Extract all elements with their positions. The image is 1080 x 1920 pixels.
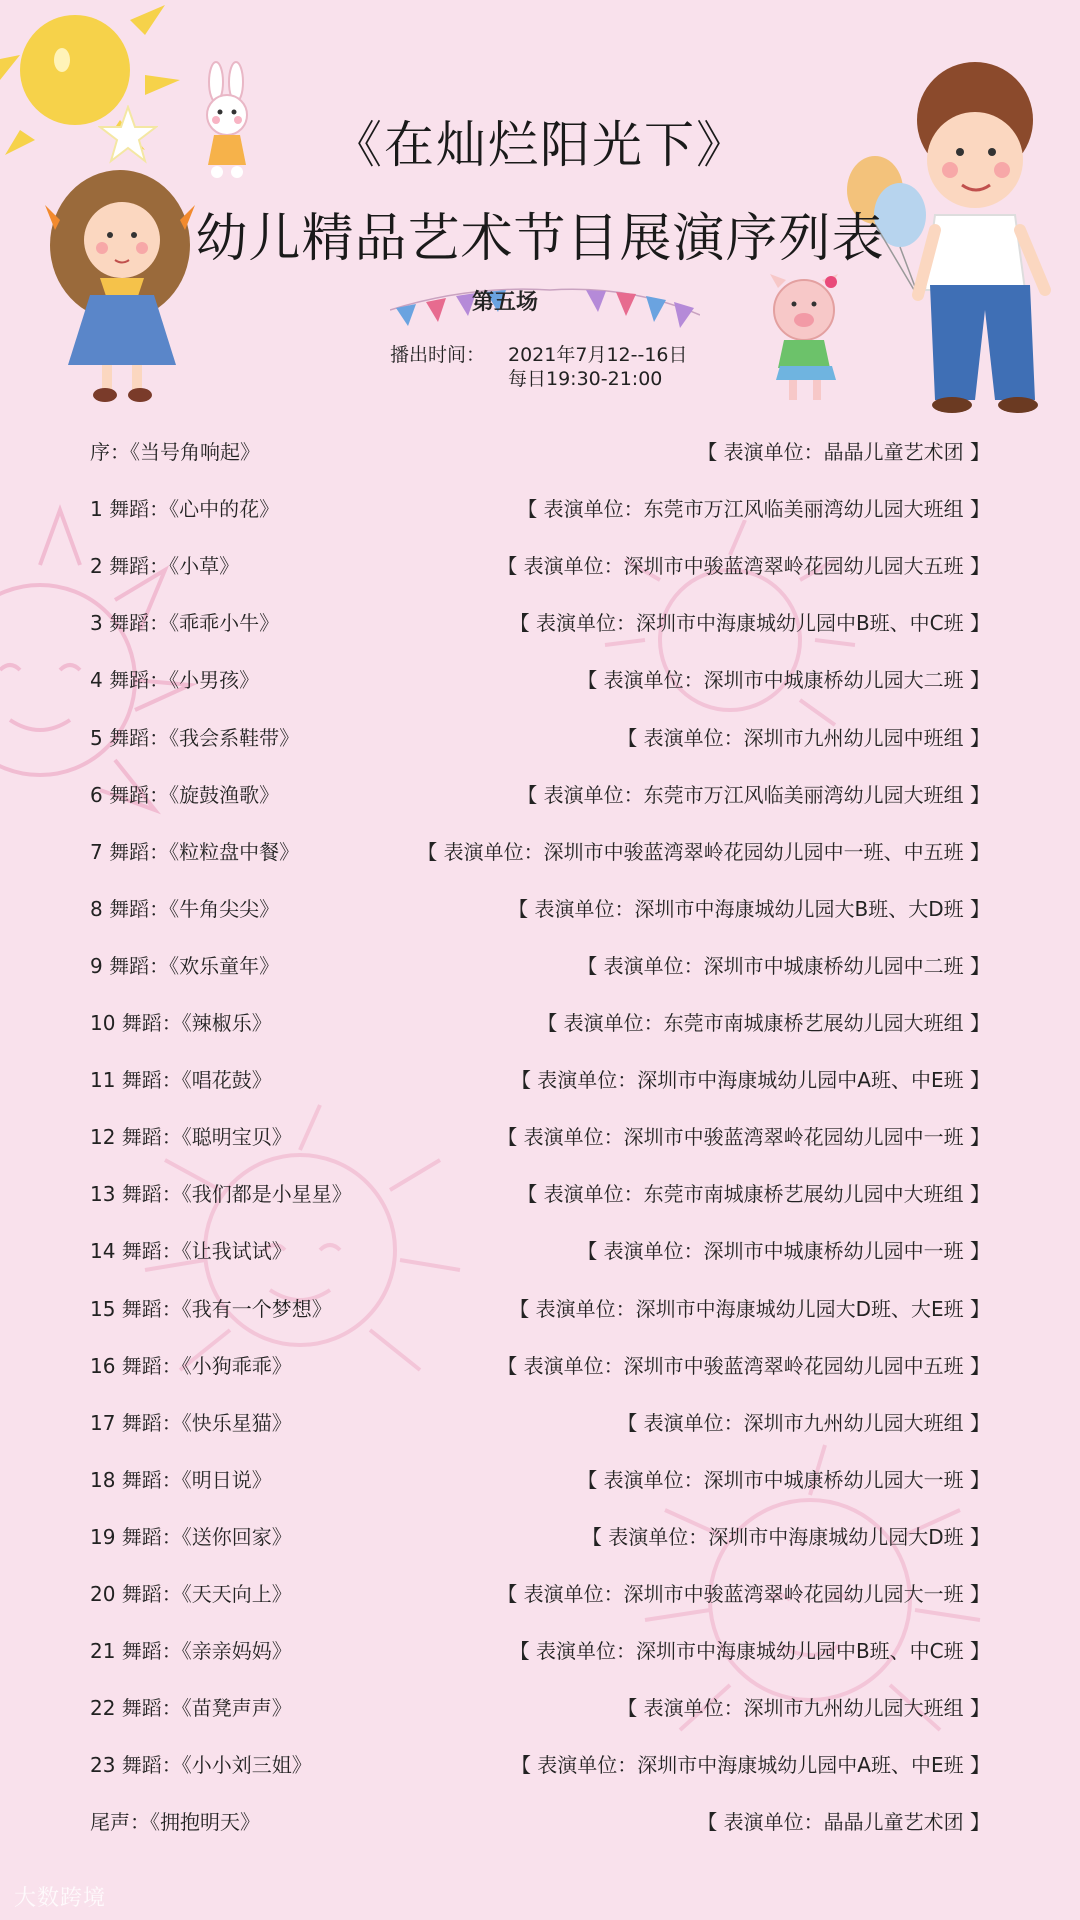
performing-unit: 【 表演单位：深圳市中骏蓝湾翠岭花园幼儿园大五班 】 <box>497 554 990 578</box>
performing-unit: 【 表演单位：深圳市中骏蓝湾翠岭花园幼儿园中五班 】 <box>497 1354 990 1378</box>
program-title: 22 舞蹈：《苗凳声声》 <box>90 1696 292 1720</box>
program-title: 2 舞蹈：《小草》 <box>90 554 240 578</box>
program-row <box>90 946 990 986</box>
performing-unit: 【 表演单位：深圳市中海康城幼儿园大D班、大E班 】 <box>509 1297 990 1321</box>
program-row <box>90 1745 990 1785</box>
program-title: 23 舞蹈：《小小刘三姐》 <box>90 1753 312 1777</box>
program-title: 8 舞蹈：《牛角尖尖》 <box>90 897 280 921</box>
program-row <box>90 660 990 700</box>
performing-unit: 【 表演单位：深圳市中城康桥幼儿园大二班 】 <box>577 668 990 692</box>
program-title: 1 舞蹈：《心中的花》 <box>90 497 280 521</box>
program-title: 12 舞蹈：《聪明宝贝》 <box>90 1125 292 1149</box>
program-title: 11 舞蹈：《唱花鼓》 <box>90 1068 272 1092</box>
performing-unit: 【 表演单位：深圳市中海康城幼儿园大D班 】 <box>581 1525 990 1549</box>
program-title: 16 舞蹈：《小狗乖乖》 <box>90 1354 292 1378</box>
performing-unit: 【 表演单位：深圳市中城康桥幼儿园中一班 】 <box>577 1239 990 1263</box>
session-label: 第五场 <box>472 290 539 315</box>
performing-unit: 【 表演单位：深圳市中城康桥幼儿园中二班 】 <box>577 954 990 978</box>
performing-unit: 【 表演单位：深圳市中海康城幼儿园中A班、中E班 】 <box>510 1753 990 1777</box>
performing-unit: 【 表演单位：深圳市中骏蓝湾翠岭花园幼儿园大一班 】 <box>497 1582 990 1606</box>
program-row <box>90 1574 990 1614</box>
program-title: 9 舞蹈：《欢乐童年》 <box>90 954 280 978</box>
program-row <box>90 1231 990 1271</box>
program-title: 6 舞蹈：《旋鼓渔歌》 <box>90 783 280 807</box>
performing-unit: 【 表演单位：深圳市九州幼儿园大班组 】 <box>617 1696 990 1720</box>
program-row <box>90 489 990 529</box>
performing-unit: 【 表演单位：晶晶儿童艺术团 】 <box>697 1810 990 1834</box>
program-title: 19 舞蹈：《送你回家》 <box>90 1525 292 1549</box>
program-title: 3 舞蹈：《乖乖小牛》 <box>90 611 280 635</box>
performing-unit: 【 表演单位：东莞市南城康桥艺展幼儿园中大班组 】 <box>517 1182 990 1206</box>
program-title: 4 舞蹈：《小男孩》 <box>90 668 260 692</box>
pennant-bunting <box>390 280 700 340</box>
program-row <box>90 1403 990 1443</box>
program-row <box>90 1802 990 1842</box>
program-row <box>90 775 990 815</box>
program-row <box>90 1003 990 1043</box>
air-time-label: 播出时间： <box>390 344 486 366</box>
performing-unit: 【 表演单位：东莞市万江风临美丽湾幼儿园大班组 】 <box>517 497 990 521</box>
program-title: 尾声：《拥抱明天》 <box>90 1810 260 1834</box>
performing-unit: 【 表演单位：深圳市中海康城幼儿园中A班、中E班 】 <box>510 1068 990 1092</box>
program-title: 7 舞蹈：《粒粒盘中餐》 <box>90 840 300 864</box>
performing-unit: 【 表演单位：深圳市九州幼儿园中班组 】 <box>617 726 990 750</box>
program-title: 18 舞蹈：《明日说》 <box>90 1468 272 1492</box>
page-title-line1: 《在灿烂阳光下》 <box>332 116 748 174</box>
program-title: 序：《当号角响起》 <box>90 440 260 464</box>
performing-unit: 【 表演单位：深圳市中海康城幼儿园大B班、大D班 】 <box>508 897 990 921</box>
performing-unit: 【 表演单位：深圳市中骏蓝湾翠岭花园幼儿园中一班 】 <box>497 1125 990 1149</box>
program-row <box>90 1688 990 1728</box>
program-row <box>90 603 990 643</box>
program-row <box>90 889 990 929</box>
program-row <box>90 1289 990 1329</box>
performing-unit: 【 表演单位：深圳市中海康城幼儿园中B班、中C班 】 <box>509 1639 990 1663</box>
program-row <box>90 1060 990 1100</box>
watermark-text: 大数跨境 <box>14 1886 107 1911</box>
program-row <box>90 432 990 472</box>
pig-illustration <box>756 270 856 410</box>
program-title: 17 舞蹈：《快乐星猫》 <box>90 1411 292 1435</box>
program-title: 15 舞蹈：《我有一个梦想》 <box>90 1297 332 1321</box>
performing-unit: 【 表演单位：东莞市万江风临美丽湾幼儿园大班组 】 <box>517 783 990 807</box>
program-row <box>90 1460 990 1500</box>
program-row <box>90 718 990 758</box>
performing-unit: 【 表演单位：深圳市九州幼儿园大班组 】 <box>617 1411 990 1435</box>
program-title: 14 舞蹈：《让我试试》 <box>90 1239 292 1263</box>
performing-unit: 【 表演单位：深圳市中海康城幼儿园中B班、中C班 】 <box>509 611 990 635</box>
performing-unit: 【 表演单位：东莞市南城康桥艺展幼儿园大班组 】 <box>537 1011 990 1035</box>
program-title: 5 舞蹈：《我会系鞋带》 <box>90 726 300 750</box>
program-row <box>90 1174 990 1214</box>
program-title: 21 舞蹈：《亲亲妈妈》 <box>90 1639 292 1663</box>
program-title: 13 舞蹈：《我们都是小星星》 <box>90 1182 352 1206</box>
air-hours: 每日19:30-21:00 <box>508 368 663 390</box>
program-row <box>90 1517 990 1557</box>
program-title: 20 舞蹈：《天天向上》 <box>90 1582 292 1606</box>
program-row <box>90 832 990 872</box>
program-row <box>90 1346 990 1386</box>
air-date: 2021年7月12--16日 <box>508 344 688 366</box>
program-row <box>90 1117 990 1157</box>
program-row <box>90 546 990 586</box>
page-title-line2: 幼儿精品艺术节目展演序列表 <box>195 209 885 269</box>
performing-unit: 【 表演单位：晶晶儿童艺术团 】 <box>697 440 990 464</box>
program-title: 10 舞蹈：《辣椒乐》 <box>90 1011 272 1035</box>
performing-unit: 【 表演单位：深圳市中骏蓝湾翠岭花园幼儿园中一班、中五班 】 <box>417 840 990 864</box>
performing-unit: 【 表演单位：深圳市中城康桥幼儿园大一班 】 <box>577 1468 990 1492</box>
program-row <box>90 1631 990 1671</box>
